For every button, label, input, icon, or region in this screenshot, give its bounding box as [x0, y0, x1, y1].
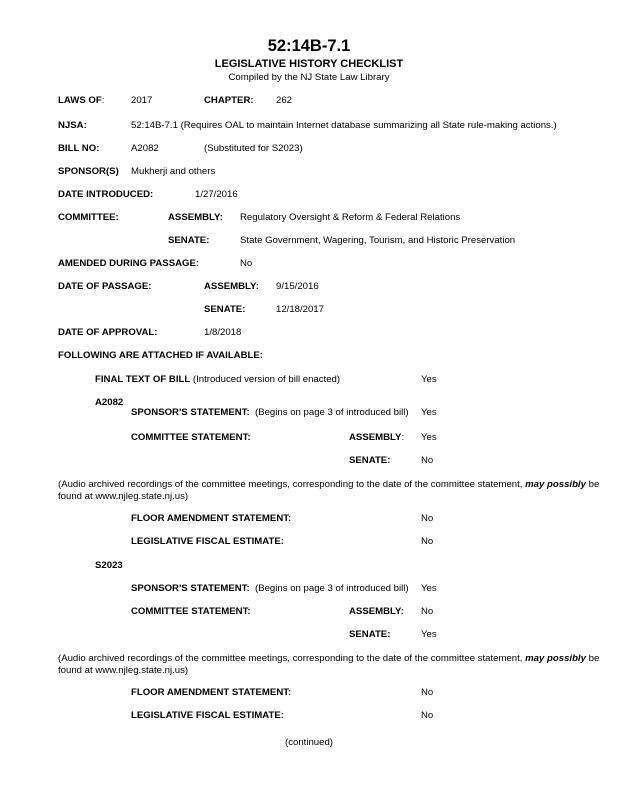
a2082-floor-label: FLOOR AMENDMENT STATEMENT: [131, 513, 292, 524]
bill-no-note: (Substituted for S2023) [204, 143, 303, 154]
final-text-value: Yes [421, 374, 437, 385]
a2082-fiscal-label: LEGISLATIVE FISCAL ESTIMATE: [131, 536, 284, 547]
s2023-committee-assembly-value: No [421, 606, 434, 617]
committee-assembly-value: Regulatory Oversight & Reform & Federal Relations [240, 212, 461, 223]
a2082-floor-value: No [421, 513, 434, 524]
a2082-sponsor-label: SPONSOR'S STATEMENT: (Begins on page 3 of introduced bill) [131, 407, 409, 418]
a2082-committee-senate-label: SENATE: [349, 455, 391, 466]
continued-footer: (continued) [285, 737, 333, 748]
njsa-label: NJSA: [58, 120, 87, 131]
s2023-floor-value: No [421, 687, 434, 698]
a2082-bill-heading: A2082 [95, 397, 124, 408]
s2023-sponsor-label: SPONSOR'S STATEMENT: (Begins on page 3 of introduced bill) [131, 583, 409, 594]
s2023-committee-label: COMMITTEE STATEMENT: [131, 606, 251, 617]
a2082-committee-assembly-label: ASSEMBLY: [349, 432, 405, 443]
a2082-committee-assembly-value: Yes [421, 432, 437, 443]
date-introduced-label: DATE INTRODUCED: [58, 189, 154, 200]
sponsors-value: Mukherji and others [131, 166, 216, 177]
s2023-committee-senate-label: SENATE: [349, 629, 391, 640]
attached-heading: FOLLOWING ARE ATTACHED IF AVAILABLE: [58, 350, 263, 361]
s2023-fiscal-label: LEGISLATIVE FISCAL ESTIMATE: [131, 710, 284, 721]
committee-senate-value: State Government, Wagering, Tourism, and Historic Preservation [240, 235, 516, 246]
date-introduced-value: 1/27/2016 [195, 189, 238, 200]
passage-label: DATE OF PASSAGE: [58, 281, 152, 292]
s2023-floor-label: FLOOR AMENDMENT STATEMENT: [131, 687, 292, 698]
page-title: 52:14B-7.1 [267, 37, 351, 55]
s2023-bill-heading: S2023 [95, 560, 123, 571]
laws-of-value: 2017 [131, 95, 153, 106]
chapter-label: CHAPTER: [204, 95, 254, 106]
committee-assembly-label: ASSEMBLY: [168, 212, 223, 223]
bill-no-value: A2082 [131, 143, 159, 154]
compiled-by: Compiled by the NJ State Law Library [228, 72, 390, 83]
s2023-committee-senate-value: Yes [421, 629, 437, 640]
a2082-committee-label: COMMITTEE STATEMENT: [131, 432, 251, 443]
passage-assembly-label: ASSEMBLY: [204, 281, 259, 292]
committee-label: COMMITTEE: [58, 212, 119, 223]
laws-of-label: LAWS OF: [58, 95, 105, 106]
a2082-sponsor-value: Yes [421, 407, 437, 418]
amended-value: No [240, 258, 253, 269]
bill-no-label: BILL NO: [58, 143, 100, 154]
sponsors-label: SPONSOR(S) [58, 166, 119, 177]
s2023-sponsor-value: Yes [421, 583, 437, 594]
a2082-fiscal-value: No [421, 536, 434, 547]
s2023-committee-assembly-label: ASSEMBLY: [349, 606, 404, 617]
s2023-audio-note: (Audio archived recordings of the committee meetings, corresponding to the date of the committee statement, may possibly be found at www.njleg.state.nj.us) [58, 653, 600, 676]
a2082-committee-senate-value: No [421, 455, 434, 466]
s2023-fiscal-value: No [421, 710, 434, 721]
chapter-value: 262 [276, 95, 293, 106]
page-subtitle: LEGISLATIVE HISTORY CHECKLIST [214, 58, 404, 70]
approval-value: 1/8/2018 [204, 327, 242, 338]
njsa-value: 52:14B-7.1 (Requires OAL to maintain Internet database summarizing all State rule-making actions.) [131, 120, 557, 131]
amended-label: AMENDED DURING PASSAGE: [58, 258, 200, 269]
a2082-audio-note: (Audio archived recordings of the committee meetings, corresponding to the date of the committee statement, may possibly be found at www.njleg.state.nj.us) [58, 479, 600, 502]
approval-label: DATE OF APPROVAL: [58, 327, 158, 338]
passage-senate-value: 12/18/2017 [276, 304, 325, 315]
final-text-label: FINAL TEXT OF BILL (Introduced version of bill enacted) [95, 374, 341, 385]
committee-senate-label: SENATE: [168, 235, 210, 246]
passage-assembly-value: 9/15/2016 [276, 281, 319, 292]
passage-senate-label: SENATE: [204, 304, 246, 315]
